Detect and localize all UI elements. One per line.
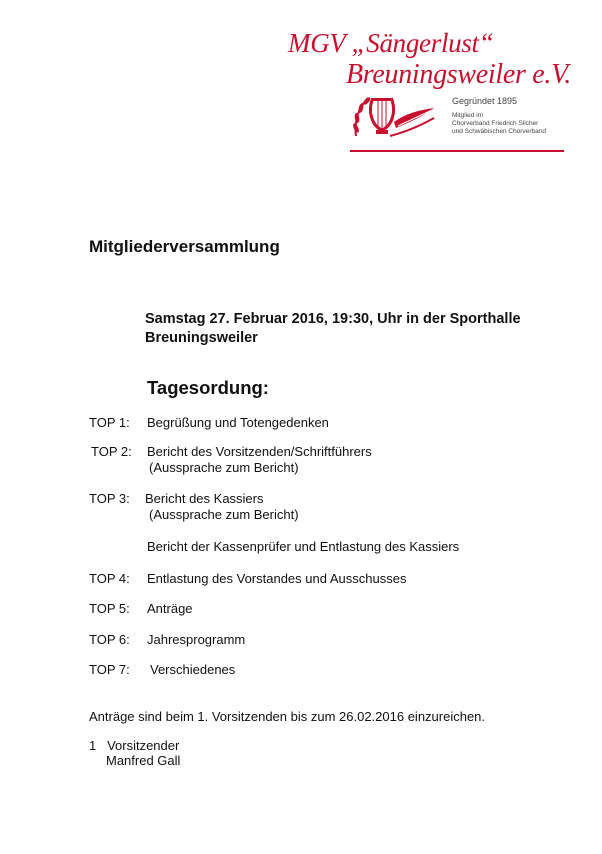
agenda-item-text: Begrüßung und Totengedenken (147, 415, 329, 430)
agenda-item-extra: Bericht der Kassenprüfer und Entlastung des Kassiers (147, 539, 460, 554)
membership-line: Mitglied im (452, 112, 484, 119)
membership-info (452, 112, 546, 137)
agenda-item-text: Verschiedenes (150, 662, 236, 677)
agenda-item-label: TOP 3: (89, 491, 130, 506)
agenda-item-label: TOP 4: (89, 571, 130, 586)
agenda-item-text: Bericht des Kassiers (145, 491, 264, 506)
agenda-item-text: Entlastung des Vorstandes und Ausschusses (147, 571, 407, 586)
membership-line: und Schwäbischen Chorverband (452, 128, 546, 136)
meeting-location: Breuningsweiler (145, 330, 258, 346)
letterhead-divider (350, 150, 564, 152)
club-name-line1: MGV „Sängerlust“ (288, 28, 494, 58)
agenda-item-label: TOP 5: (89, 601, 130, 616)
meeting-datetime: Samstag 27. Februar 2016, 19:30, Uhr in der Sporthalle (145, 311, 521, 327)
lyre-wreath-logo (350, 92, 436, 140)
agenda-item-label: TOP 1: (89, 415, 130, 430)
document-title: Mitgliederversammlung (89, 237, 280, 256)
agenda-item-text: Anträge (147, 601, 193, 616)
membership-line: Chorverband Friedrich Silcher (452, 120, 539, 128)
agenda-item-subtext: (Aussprache zum Bericht) (149, 507, 299, 522)
agenda-item-label: TOP 2: (91, 444, 132, 459)
signature-role: 1 Vorsitzender (89, 738, 180, 753)
submission-note: Anträge sind beim 1. Vorsitzenden bis zum 26.02.2016 einzureichen. (89, 709, 486, 724)
club-name-line2: Breuningsweiler e.V. (346, 59, 571, 90)
agenda-heading: Tagesordung: (147, 377, 269, 398)
agenda-item-label: TOP 7: (89, 662, 130, 677)
signature-name: Manfred Gall (106, 753, 181, 768)
agenda-item-text: Jahresprogramm (147, 632, 246, 647)
agenda-item-text: Bericht des Vorsitzenden/Schriftführers (147, 444, 372, 459)
founded-year: Gegründet 1895 (452, 96, 518, 106)
agenda-item-label: TOP 6: (89, 632, 130, 647)
agenda-item-subtext: (Aussprache zum Bericht) (149, 460, 299, 475)
